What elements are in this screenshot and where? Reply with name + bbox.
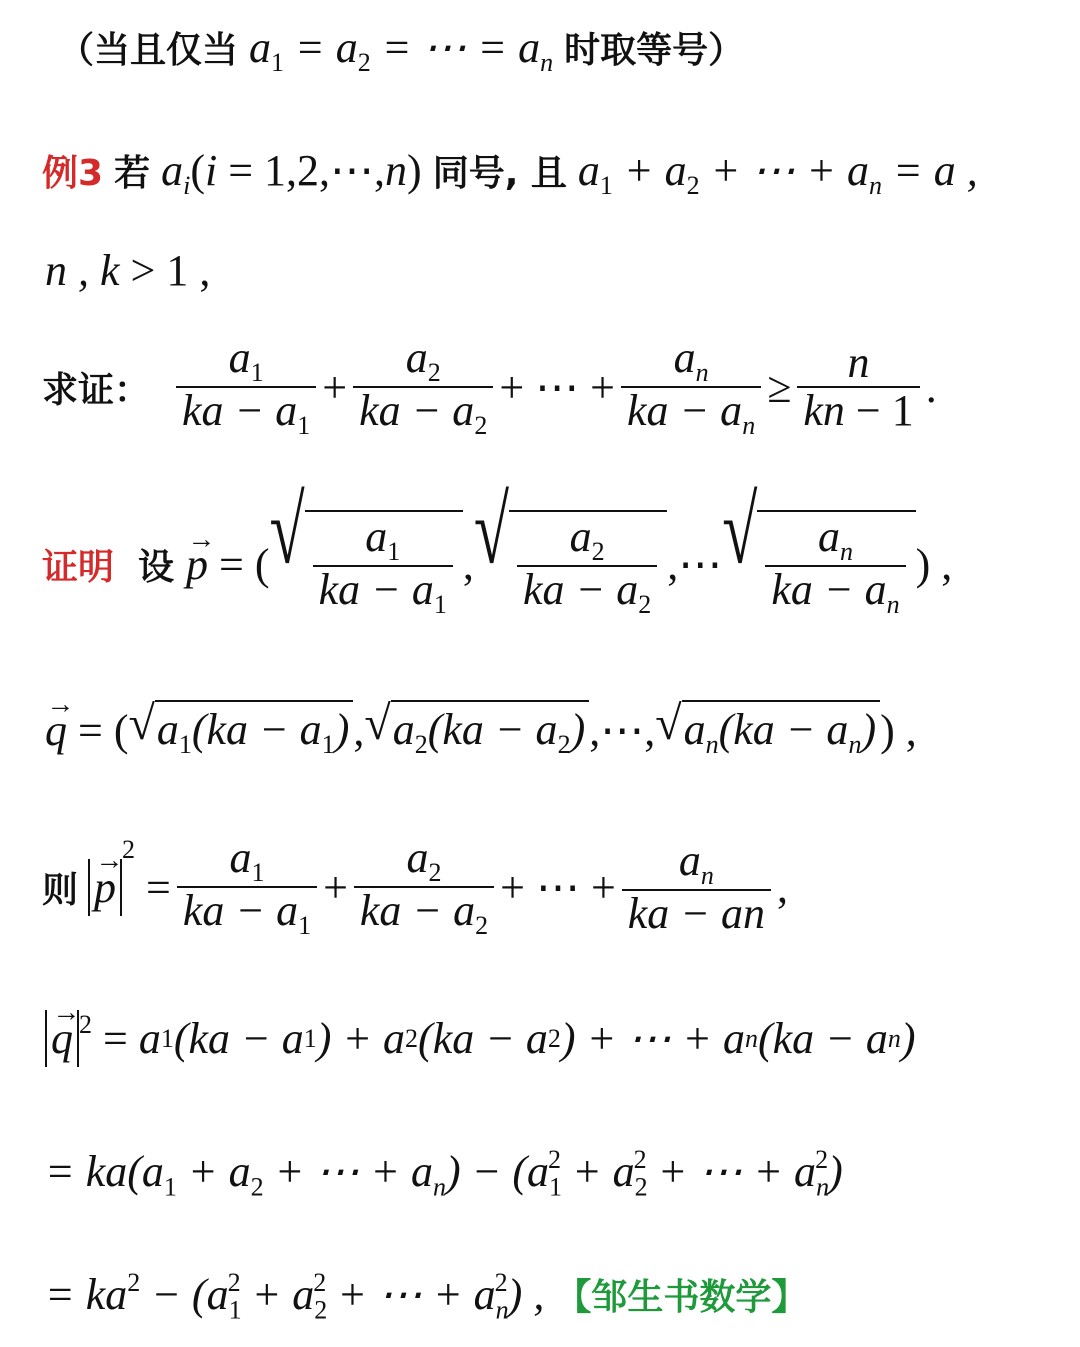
example-label: 例3 xyxy=(42,153,104,194)
example-same-sign-text: 同号, 且 xyxy=(432,153,567,194)
proof-let-text: 设 xyxy=(138,546,175,588)
sqrt-term-1: √ $\frac{a_1}{ka - a_1}$ xyxy=(270,510,463,619)
sqrt-term-2: √ $\frac{a_2}{ka - a_2}$ xyxy=(474,510,667,619)
proof-label: 证明 xyxy=(42,546,115,588)
sqrt-term-n: √ $\frac{a_n}{ka - a_n}$ xyxy=(722,510,915,619)
fraction-term-1: $\frac{a_1}{ka - a_1}$ xyxy=(176,335,316,440)
equality-condition-line: （当且仅当 $a_1 = a_2$ = ⋯ = $a_n$ 时取等号） xyxy=(58,23,745,78)
norm-p-squared: 则 → p $^2$ = $\frac{a_1}{ka - a_1}$ + $\frac{a_2}{ka - a_2}$ + ⋯ + $\frac{a_n}{ka - an}$ , xyxy=(42,835,788,940)
example-statement-line: 例3 若 $a_i(i$ = 1,2,⋯,n) 同号, 且 $a_1 + a_2$ + ⋯ + $a_n = a$ , xyxy=(42,146,978,201)
prove-label: 求证： xyxy=(42,369,151,411)
equality-open-text: （当且仅当 xyxy=(58,30,239,71)
vector-p-definition: 证明 设 → p = ( √ $\frac{a_1}{ka - a_1}$ , √ $\frac{a_2}{ka - a_2}$ ,⋯ √ $\frac{a_n}{ka - a_n}$ ) , xyxy=(42,510,952,619)
norm-q-squared: → q $^2$ = a 1 (ka − a 1 ) + a 2 (ka − a 2 ) + ⋯ + a n (ka − a n ) xyxy=(45,1010,916,1067)
expansion-line-1: = $ka(a_1 + a_2$ + ⋯ + $a_n) - (a_1^2 + a_2^2$ + ⋯ + $a_n^2$) xyxy=(45,1145,843,1202)
prove-statement-line: 求证： $\frac{a_1}{ka - a_1}$ + $\frac{a_2}{ka - a_2}$ + ⋯ + $\frac{a_n}{ka - a_n}$ ≥ $\frac{n}{kn - 1}$ . xyxy=(42,333,937,441)
fraction-term-n: $\frac{a_n}{ka - a_n}$ xyxy=(621,335,761,440)
fraction-term-2: $\frac{a_2}{ka - a_2}$ xyxy=(353,335,493,440)
equality-close-text: 时取等号） xyxy=(564,30,745,71)
example-condition-line: n , k > 1 , xyxy=(45,246,211,295)
then-text: 则 xyxy=(42,869,79,911)
fraction-rhs: $\frac{n}{kn - 1}$ xyxy=(797,340,919,434)
example-if-text: 若 xyxy=(114,153,151,194)
vector-q-definition: → q = ( √ $a_1(ka - a_1)$ , √ $a_2(ka - a_2)$ ,⋯, √ $a_n(ka - a_n)$ ) , xyxy=(45,700,917,760)
brand-tag: 【邹生书数学】 xyxy=(555,1277,808,1319)
expansion-line-2: = $ka^2 - (a_1^2 + a_2^2$ + ⋯ + $a_n^2$) , 【邹生书数学】 xyxy=(45,1268,808,1325)
